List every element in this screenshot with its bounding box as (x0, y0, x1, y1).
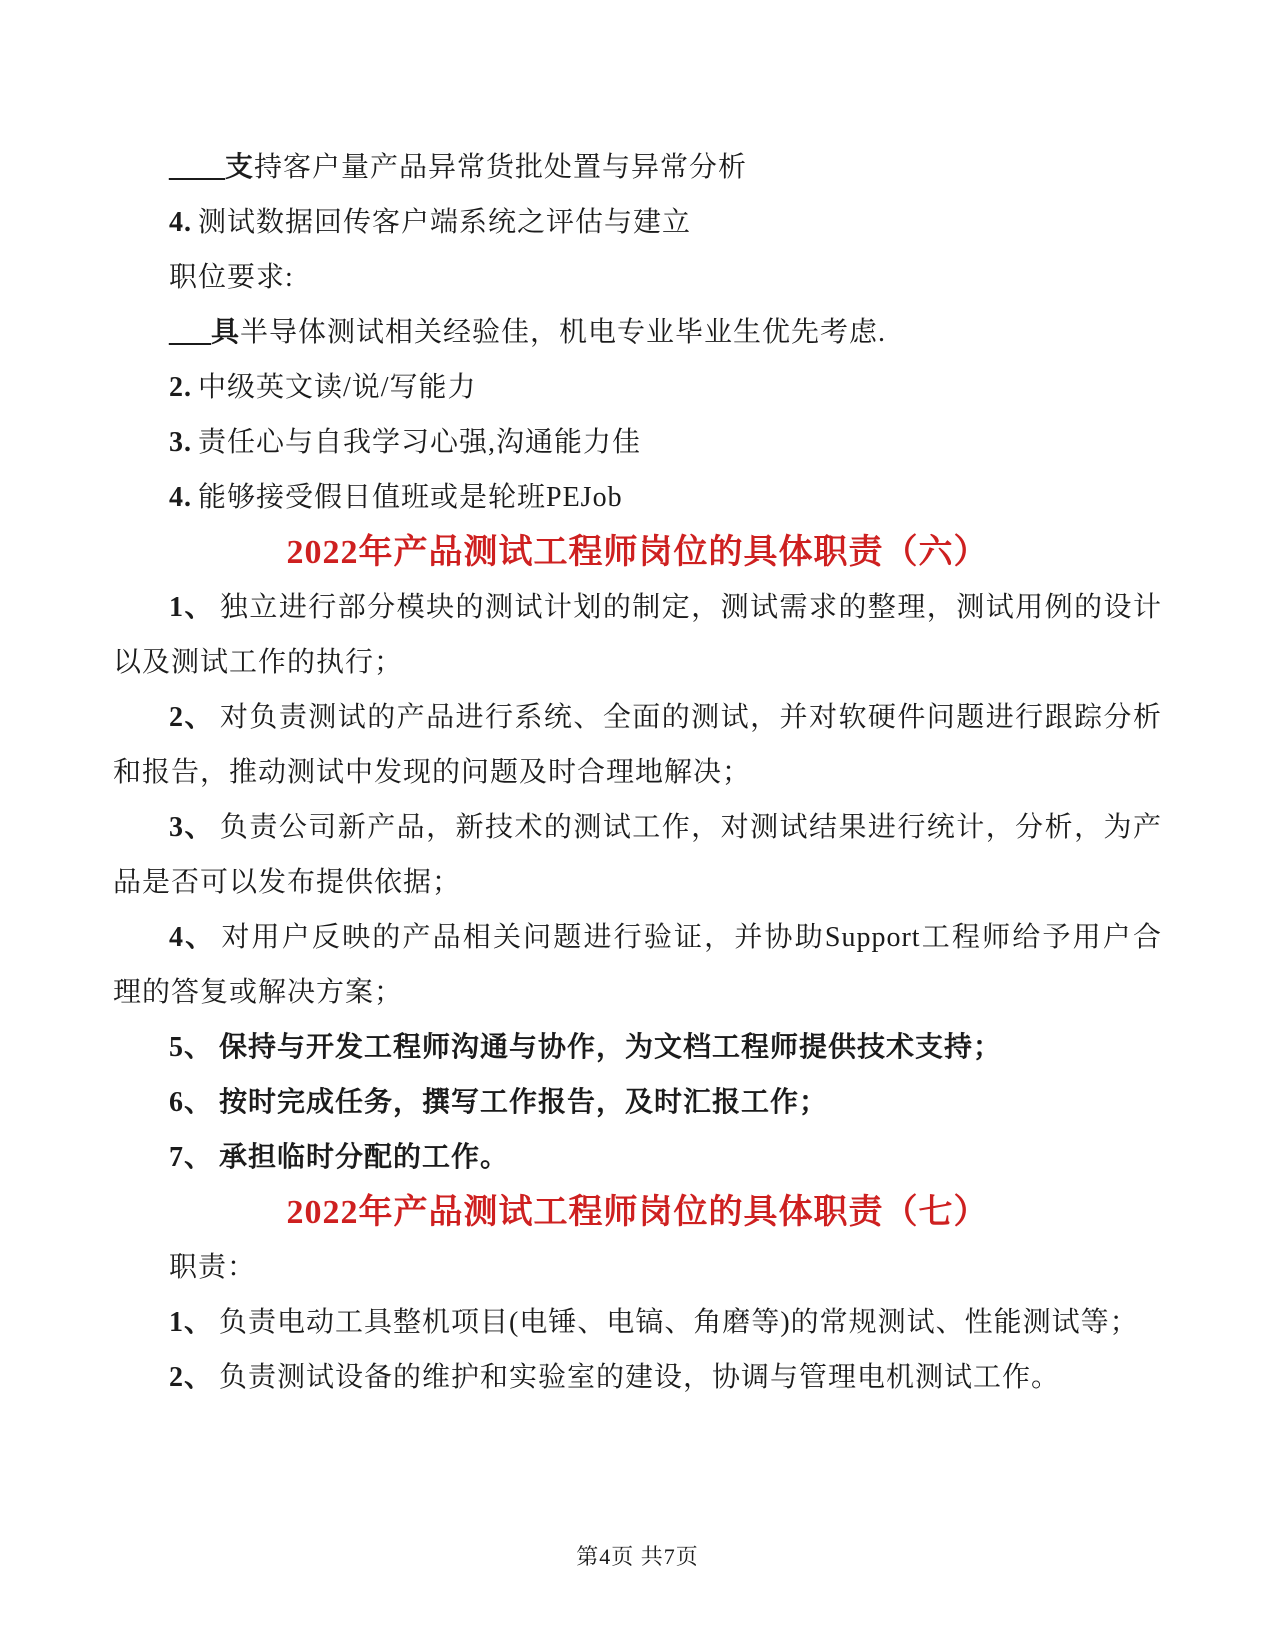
list-marker: 7、 (169, 1142, 214, 1173)
line-text: 2022年产品测试工程师岗位的具体职责（七） (286, 1194, 989, 1231)
document-line (113, 360, 1162, 415)
list-marker: 2、 (169, 1362, 214, 1393)
line-text: 保持与开发工程师沟通与协作，为文档工程师提供技术支持； (219, 1032, 1003, 1063)
line-text: 中级英文读/说/写能力 (198, 372, 477, 403)
document-line (113, 250, 1162, 305)
lead-char: 支 (225, 152, 255, 183)
line-text: 2022年产品测试工程师岗位的具体职责（六） (286, 534, 989, 571)
list-marker: 4. (169, 207, 192, 238)
line-text: 承担临时分配的工作。 (219, 1142, 510, 1173)
document-line (113, 415, 1162, 470)
document-line (113, 910, 1162, 965)
document-line (113, 305, 1162, 360)
document-line (113, 470, 1162, 525)
line-text: 负责测试设备的维护和实验室的建设，协调与管理电机测试工作。 (219, 1362, 1061, 1393)
list-marker: 3. (169, 427, 192, 458)
line-text: 按时完成任务，撰写工作报告，及时汇报工作； (219, 1087, 829, 1118)
blank-underline: ____ (169, 152, 225, 183)
line-text: 品是否可以发布提供依据； (113, 867, 462, 898)
line-text: 对负责测试的产品进行系统、全面的测试，并对软硬件问题进行跟踪分析 (219, 702, 1162, 733)
list-marker: 4. (169, 482, 192, 513)
document-line (113, 1075, 1162, 1130)
list-marker: 2. (169, 372, 192, 403)
document-line (113, 635, 1162, 690)
line-text: 对用户反映的产品相关问题进行验证，并协助Support工程师给予用户合 (221, 922, 1162, 953)
list-marker: 4、 (169, 922, 216, 953)
document-line (113, 965, 1162, 1020)
section-heading (113, 1185, 1162, 1240)
document-line (113, 580, 1162, 635)
line-text: 负责电动工具整机项目(电锤、电镐、角磨等)的常规测试、性能测试等； (219, 1307, 1139, 1338)
line-text: 独立进行部分模块的测试计划的制定，测试需求的整理，测试用例的设计 (219, 592, 1162, 623)
line-text: 负责公司新产品，新技术的测试工作，对测试结果进行统计，分析，为产 (219, 812, 1162, 843)
document-line (113, 1020, 1162, 1075)
line-text: 能够接受假日值班或是轮班PEJob (198, 482, 623, 513)
list-marker: 6、 (169, 1087, 214, 1118)
document-line (113, 745, 1162, 800)
document-line (113, 1130, 1162, 1185)
list-marker: 5、 (169, 1032, 214, 1063)
line-text: 以及测试工作的执行； (113, 647, 404, 678)
document-line (113, 140, 1162, 195)
list-marker: 2、 (169, 702, 214, 733)
document-line (113, 855, 1162, 910)
blank-underline: ___ (169, 317, 211, 348)
document-line (113, 195, 1162, 250)
line-text: 半导体测试相关经验佳，机电专业毕业生优先考虑. (240, 317, 887, 348)
list-marker: 1、 (169, 592, 214, 623)
lead-char: 具 (211, 317, 241, 348)
list-marker: 1、 (169, 1307, 214, 1338)
line-text: 持客户量产品异常货批处置与异常分析 (254, 152, 748, 183)
document-line (113, 1350, 1162, 1405)
list-marker: 3、 (169, 812, 214, 843)
document-body (113, 140, 1162, 1405)
line-text: 测试数据回传客户端系统之评估与建立 (198, 207, 692, 238)
line-text: 和报告，推动测试中发现的问题及时合理地解决； (113, 757, 752, 788)
line-text: 理的答复或解决方案； (113, 977, 404, 1008)
document-line (113, 690, 1162, 745)
line-text: 职责： (169, 1252, 257, 1283)
line-text: 责任心与自我学习心强,沟通能力佳 (198, 427, 642, 458)
line-text: 职位要求: (169, 262, 294, 293)
page-number: 第4页 共7页 (576, 1544, 699, 1569)
section-heading (113, 525, 1162, 580)
document-line (113, 800, 1162, 855)
page-footer (0, 1540, 1275, 1571)
document-line (113, 1240, 1162, 1295)
document-line (113, 1295, 1162, 1350)
